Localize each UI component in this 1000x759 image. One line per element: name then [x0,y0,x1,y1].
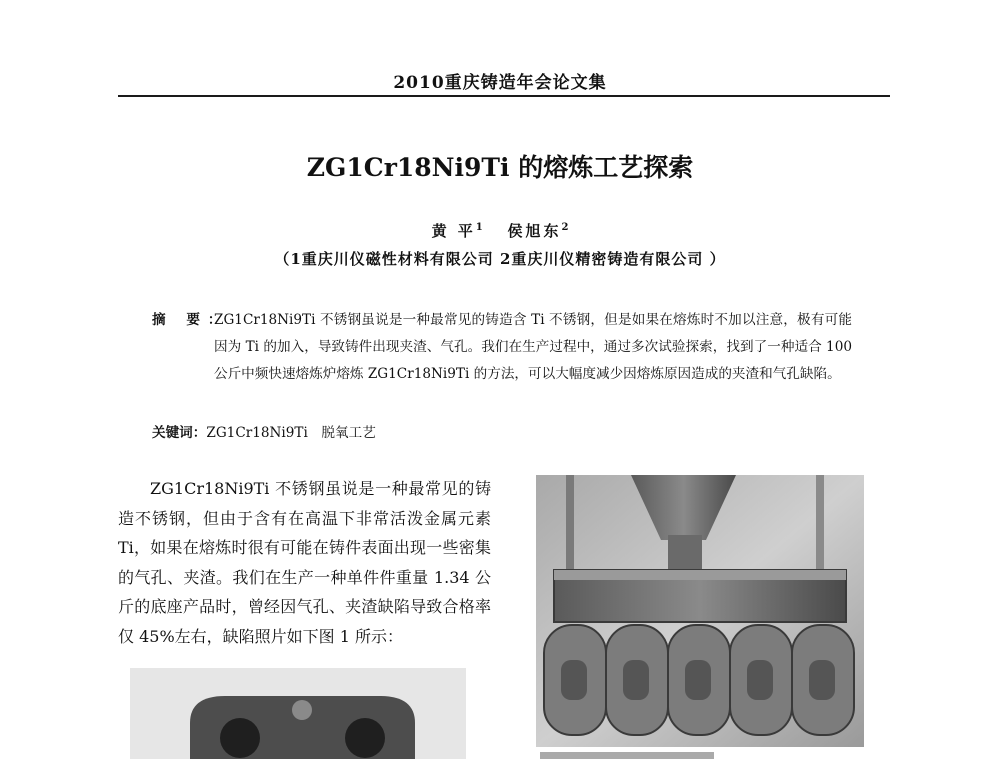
abstract-text: ZG1Cr18Ni9Ti 不锈钢虽说是一种最常见的铸造含 Ti 不锈钢，但是如果在熔炼时不加以注意，极有可能因为 Ti 的加入，导致铸件出现夹渣、气孔。我们在生产过程中，通过多次试验探索，找到了一种适合 100 公斤中频快速熔炼炉熔炼 ZG1Cr18Ni9Ti 的方法，可以大幅度减少因熔炼原因造成的夹渣和气孔缺陷。 [214,312,852,382]
body-paragraph: ZG1Cr18Ni9Ti 不锈钢虽说是一种最常见的铸造不锈钢，但由于含有在高温下非常活泼金属元素 Ti，如果在熔炼时很有可能在铸件表面出现一些密集的气孔、夹渣。我们在生产一种单件件重量 1.34 公斤的底座产品时，曾经因气孔、夹渣缺陷导致合格率仅 45%左右，缺陷照片如下图 1 所示： [118,479,491,646]
casting-assembly-illustration [536,475,864,747]
author-name: 黄 平 [431,222,476,240]
author-affil-mark: 1 [475,222,483,233]
defect-part-illustration [130,668,466,759]
abstract [152,307,852,388]
keywords-text: ZG1Cr18Ni9Ti 脱氧工艺 [206,425,376,441]
running-header: 2010重庆铸造年会论文集 [393,73,607,93]
figure-caption-cropped [540,752,830,759]
keywords [152,420,376,447]
author-name: 侯旭东 [507,222,562,240]
casting-assembly-photo [536,475,864,747]
header-rule [118,95,890,97]
affiliations: （1重庆川仪磁性材料有限公司 2重庆川仪精密铸造有限公司 ） [274,250,726,268]
paper-title: ZG1Cr18Ni9Ti 的熔炼工艺探索 [306,153,694,182]
body-text [118,474,491,651]
author-line [0,220,1000,241]
defect-part-photo [130,668,466,759]
abstract-label: 摘 要： [152,312,230,328]
author-affil-mark: 2 [561,222,569,233]
keywords-label: 关键词： [152,425,207,441]
